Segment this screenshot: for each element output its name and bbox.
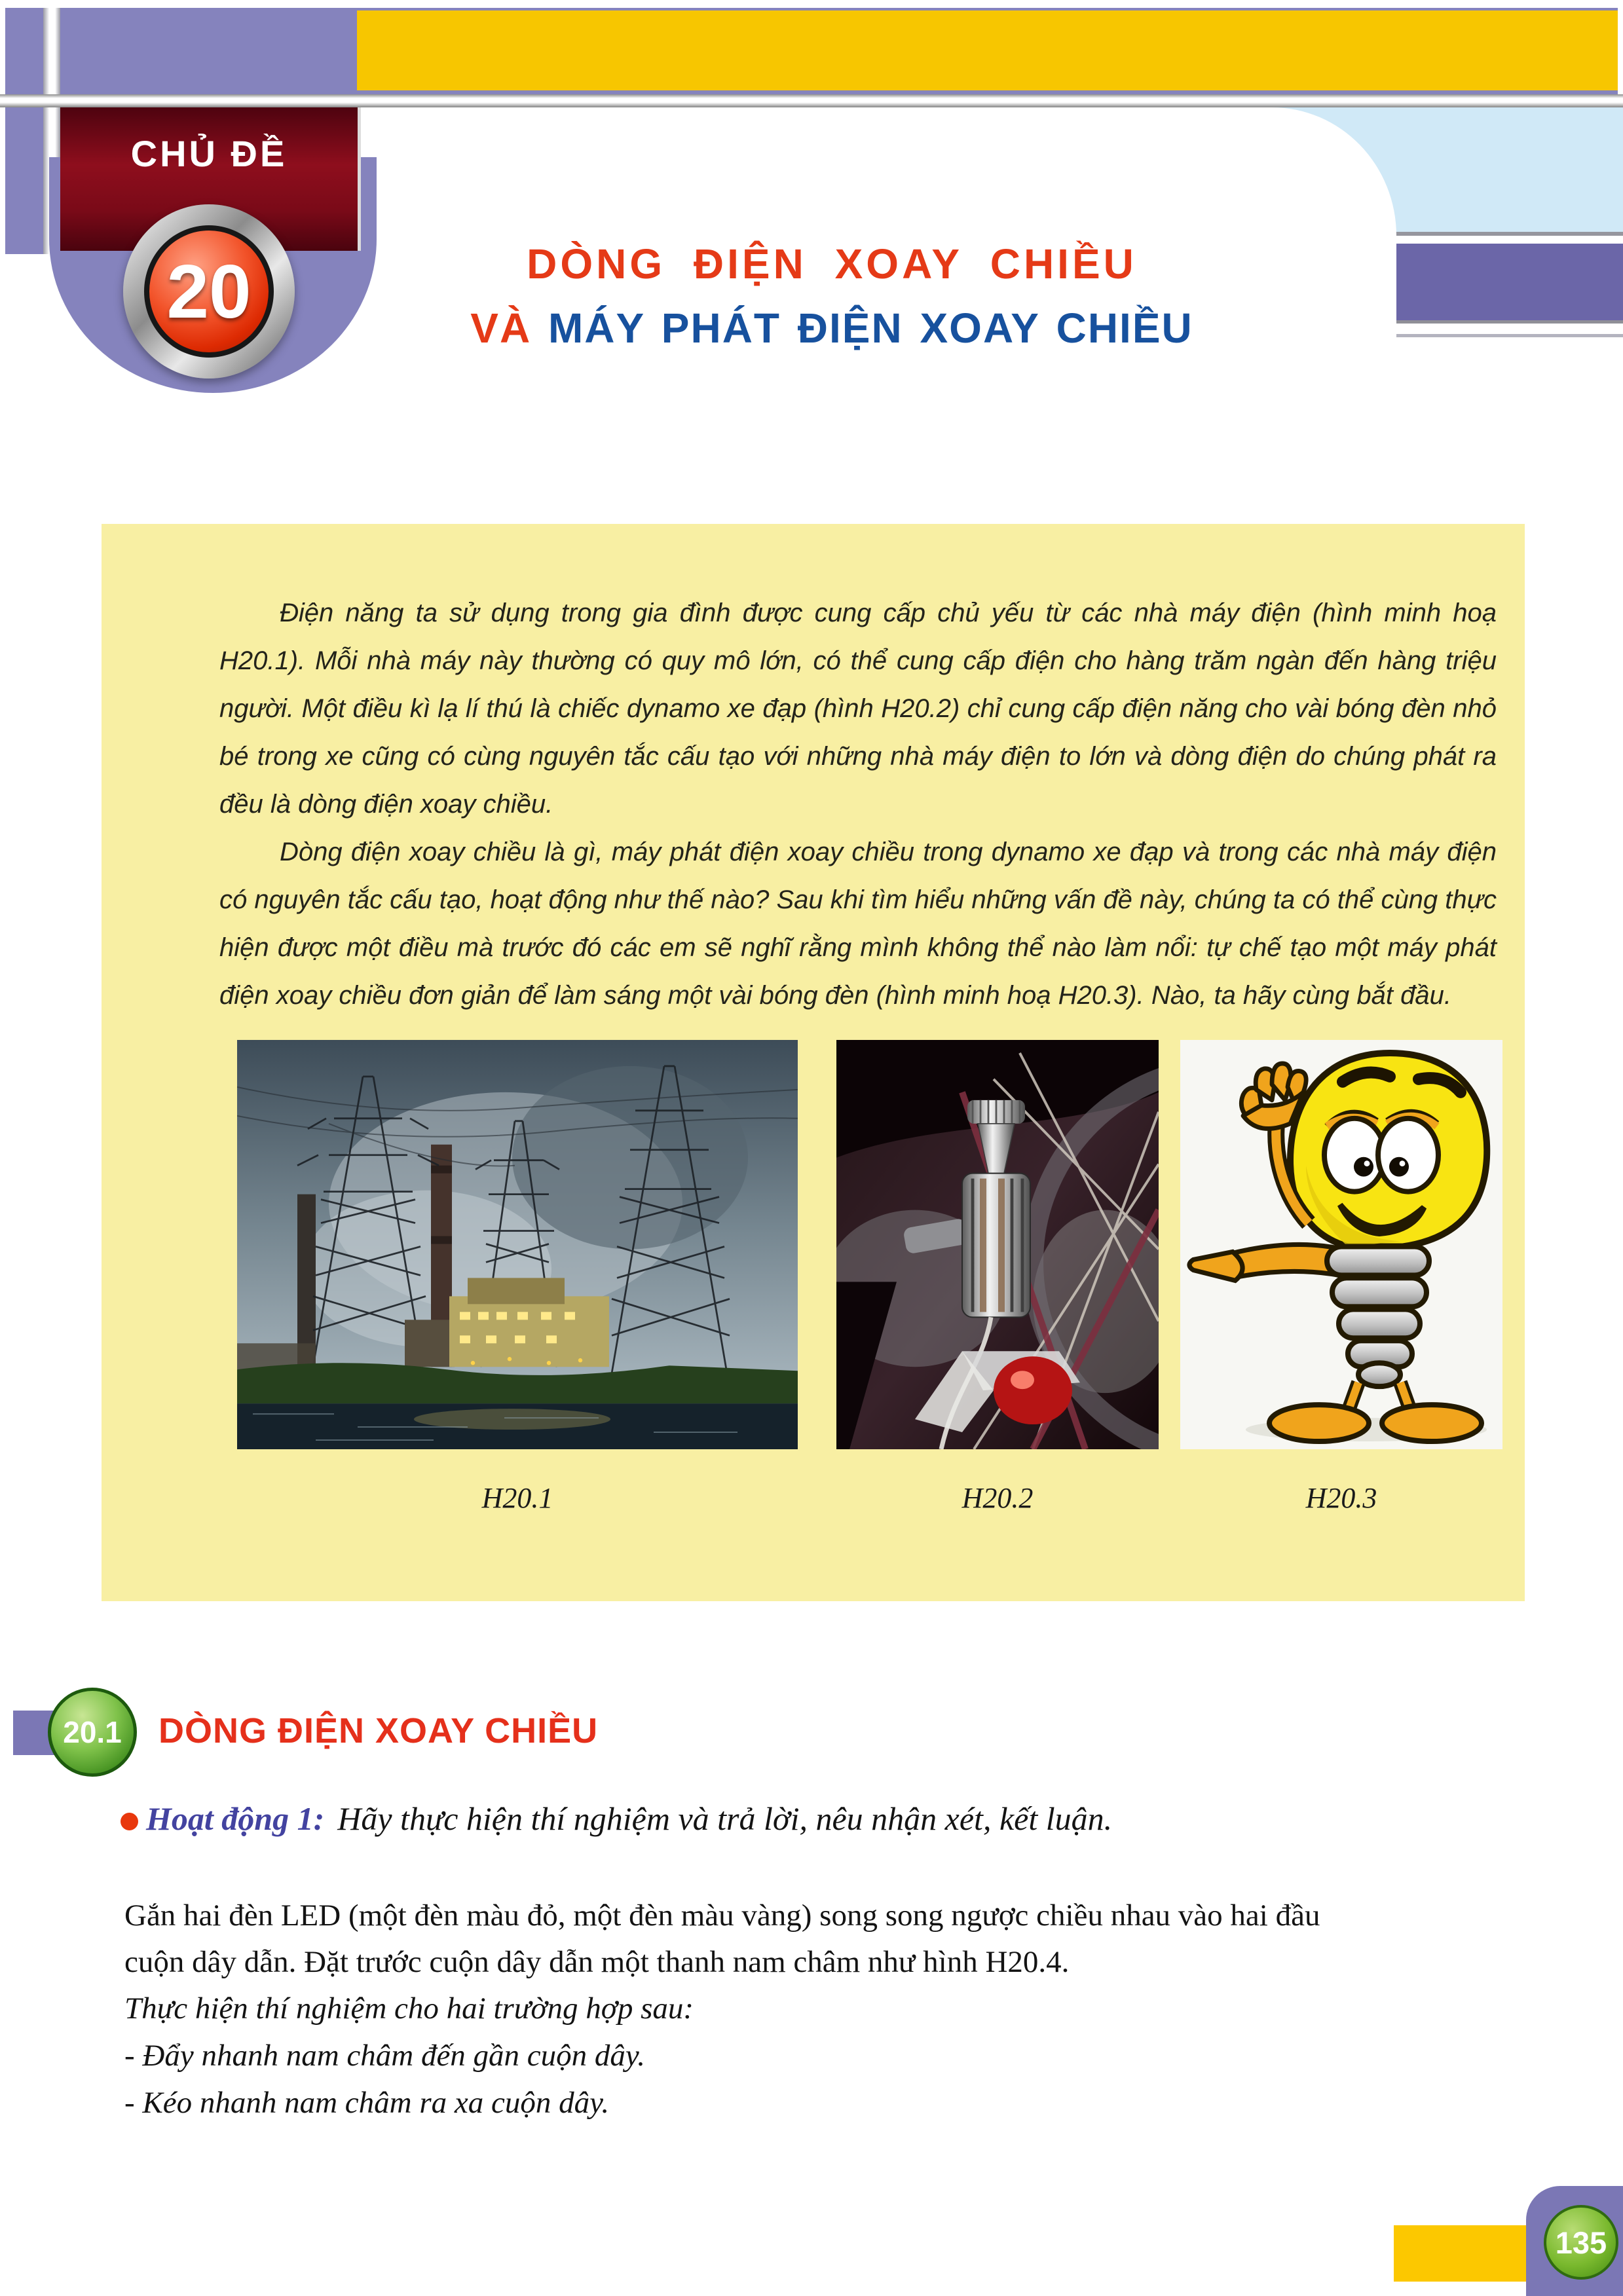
chapter-title-line2 xyxy=(406,304,1258,352)
activity-label: Hoạt động 1: xyxy=(146,1800,325,1837)
figure-caption-3: H20.3 xyxy=(1305,1482,1377,1514)
footer-yellow-bar xyxy=(1394,2225,1526,2282)
figure-caption-2: H20.2 xyxy=(961,1482,1034,1514)
topic-number: 20 xyxy=(144,225,274,358)
topic-label: CHỦ ĐỀ xyxy=(130,133,288,174)
intro-paragraph-1: Điện năng ta sử dụng trong gia đình được cung cấp chủ yếu từ các nhà máy điện (hình minh hoạ H20.1). Mỗi nhà máy này thường có quy mô lớn, có thể cung cấp điện cho hàng trăm ngàn đến hàng triệu người. Một điều kì lạ lí thú là chiếc dynamo xe đạp (hình H20.2) chỉ cung cấp điện năng cho vài bóng đèn nhỏ bé trong xe cũng có cùng nguyên tắc cấu tạo với những nhà máy điện to lớn và dòng điện do chúng phát ra đều là dòng điện xoay chiều. xyxy=(219,599,1497,819)
body-text-line: - Đẩy nhanh nam châm đến gần cuộn dây. xyxy=(124,2039,645,2073)
chapter-title-line1: DÒNG ĐIỆN XOAY CHIỀU xyxy=(527,240,1137,287)
chapter-title xyxy=(406,240,1258,352)
body-text-line: - Kéo nhanh nam châm ra xa cuộn dây. xyxy=(124,2086,610,2120)
intro-paragraph-2: Dòng điện xoay chiều là gì, máy phát điện xoay chiều trong dynamo xe đạp và trong các nhà máy điện có nguyên tắc cấu tạo, hoạt động như thế nào? Sau khi tìm hiểu những vấn đề này, chúng ta có thể cùng thực hiện được một điều mà trước đó các em sẽ nghĩ rằng mình không thể nào làm nổi: tự chế tạo một máy phát điện xoay chiều đơn giản để làm sáng một vài bóng đèn (hình minh hoạ H20.3). Nào, ta hãy cùng bắt đầu. xyxy=(219,838,1497,1010)
chapter-title-line2-va: VÀ xyxy=(470,305,532,352)
light-bulb-cartoon-illustration xyxy=(1180,1040,1502,1449)
section-number-badge: 20.1 xyxy=(48,1688,137,1777)
figure-caption-1: H20.1 xyxy=(481,1482,553,1514)
activity-bullet-icon xyxy=(121,1813,138,1830)
bicycle-dynamo-illustration xyxy=(836,1040,1159,1449)
activity-row xyxy=(121,1800,1496,1838)
light-bulb-cartoon xyxy=(1180,1040,1502,1449)
intro-paragraphs xyxy=(219,589,1497,1020)
power-plant-illustration xyxy=(237,1040,798,1449)
bicycle-dynamo-photo xyxy=(836,1040,1159,1449)
topic-number-badge xyxy=(123,204,295,379)
body-text-line: Thực hiện thí nghiệm cho hai trường hợp sau: xyxy=(124,1991,694,2026)
header-right-purple-bar xyxy=(1396,244,1623,324)
chapter-title-line2-rest: MÁY PHÁT ĐIỆN XOAY CHIỀU xyxy=(531,305,1193,352)
power-plant-photo xyxy=(237,1040,798,1449)
body-text-line: Gắn hai đèn LED (một đèn màu đỏ, một đèn màu vàng) song song ngược chiều nhau vào hai đầu xyxy=(124,1898,1320,1933)
section-heading: DÒNG ĐIỆN XOAY CHIỀU xyxy=(159,1711,599,1750)
page-number-badge: 135 xyxy=(1544,2205,1618,2280)
header-right-bar-underline xyxy=(1396,334,1623,337)
header-yellow-bar xyxy=(357,10,1618,90)
header-left-strip xyxy=(5,8,43,254)
activity-text: Hãy thực hiện thí nghiệm và trả lời, nêu nhận xét, kết luận. xyxy=(337,1800,1113,1837)
header-silver-rule xyxy=(0,94,1623,107)
body-text-line: cuộn dây dẫn. Đặt trước cuộn dây dẫn một thanh nam châm như hình H20.4. xyxy=(124,1945,1070,1979)
